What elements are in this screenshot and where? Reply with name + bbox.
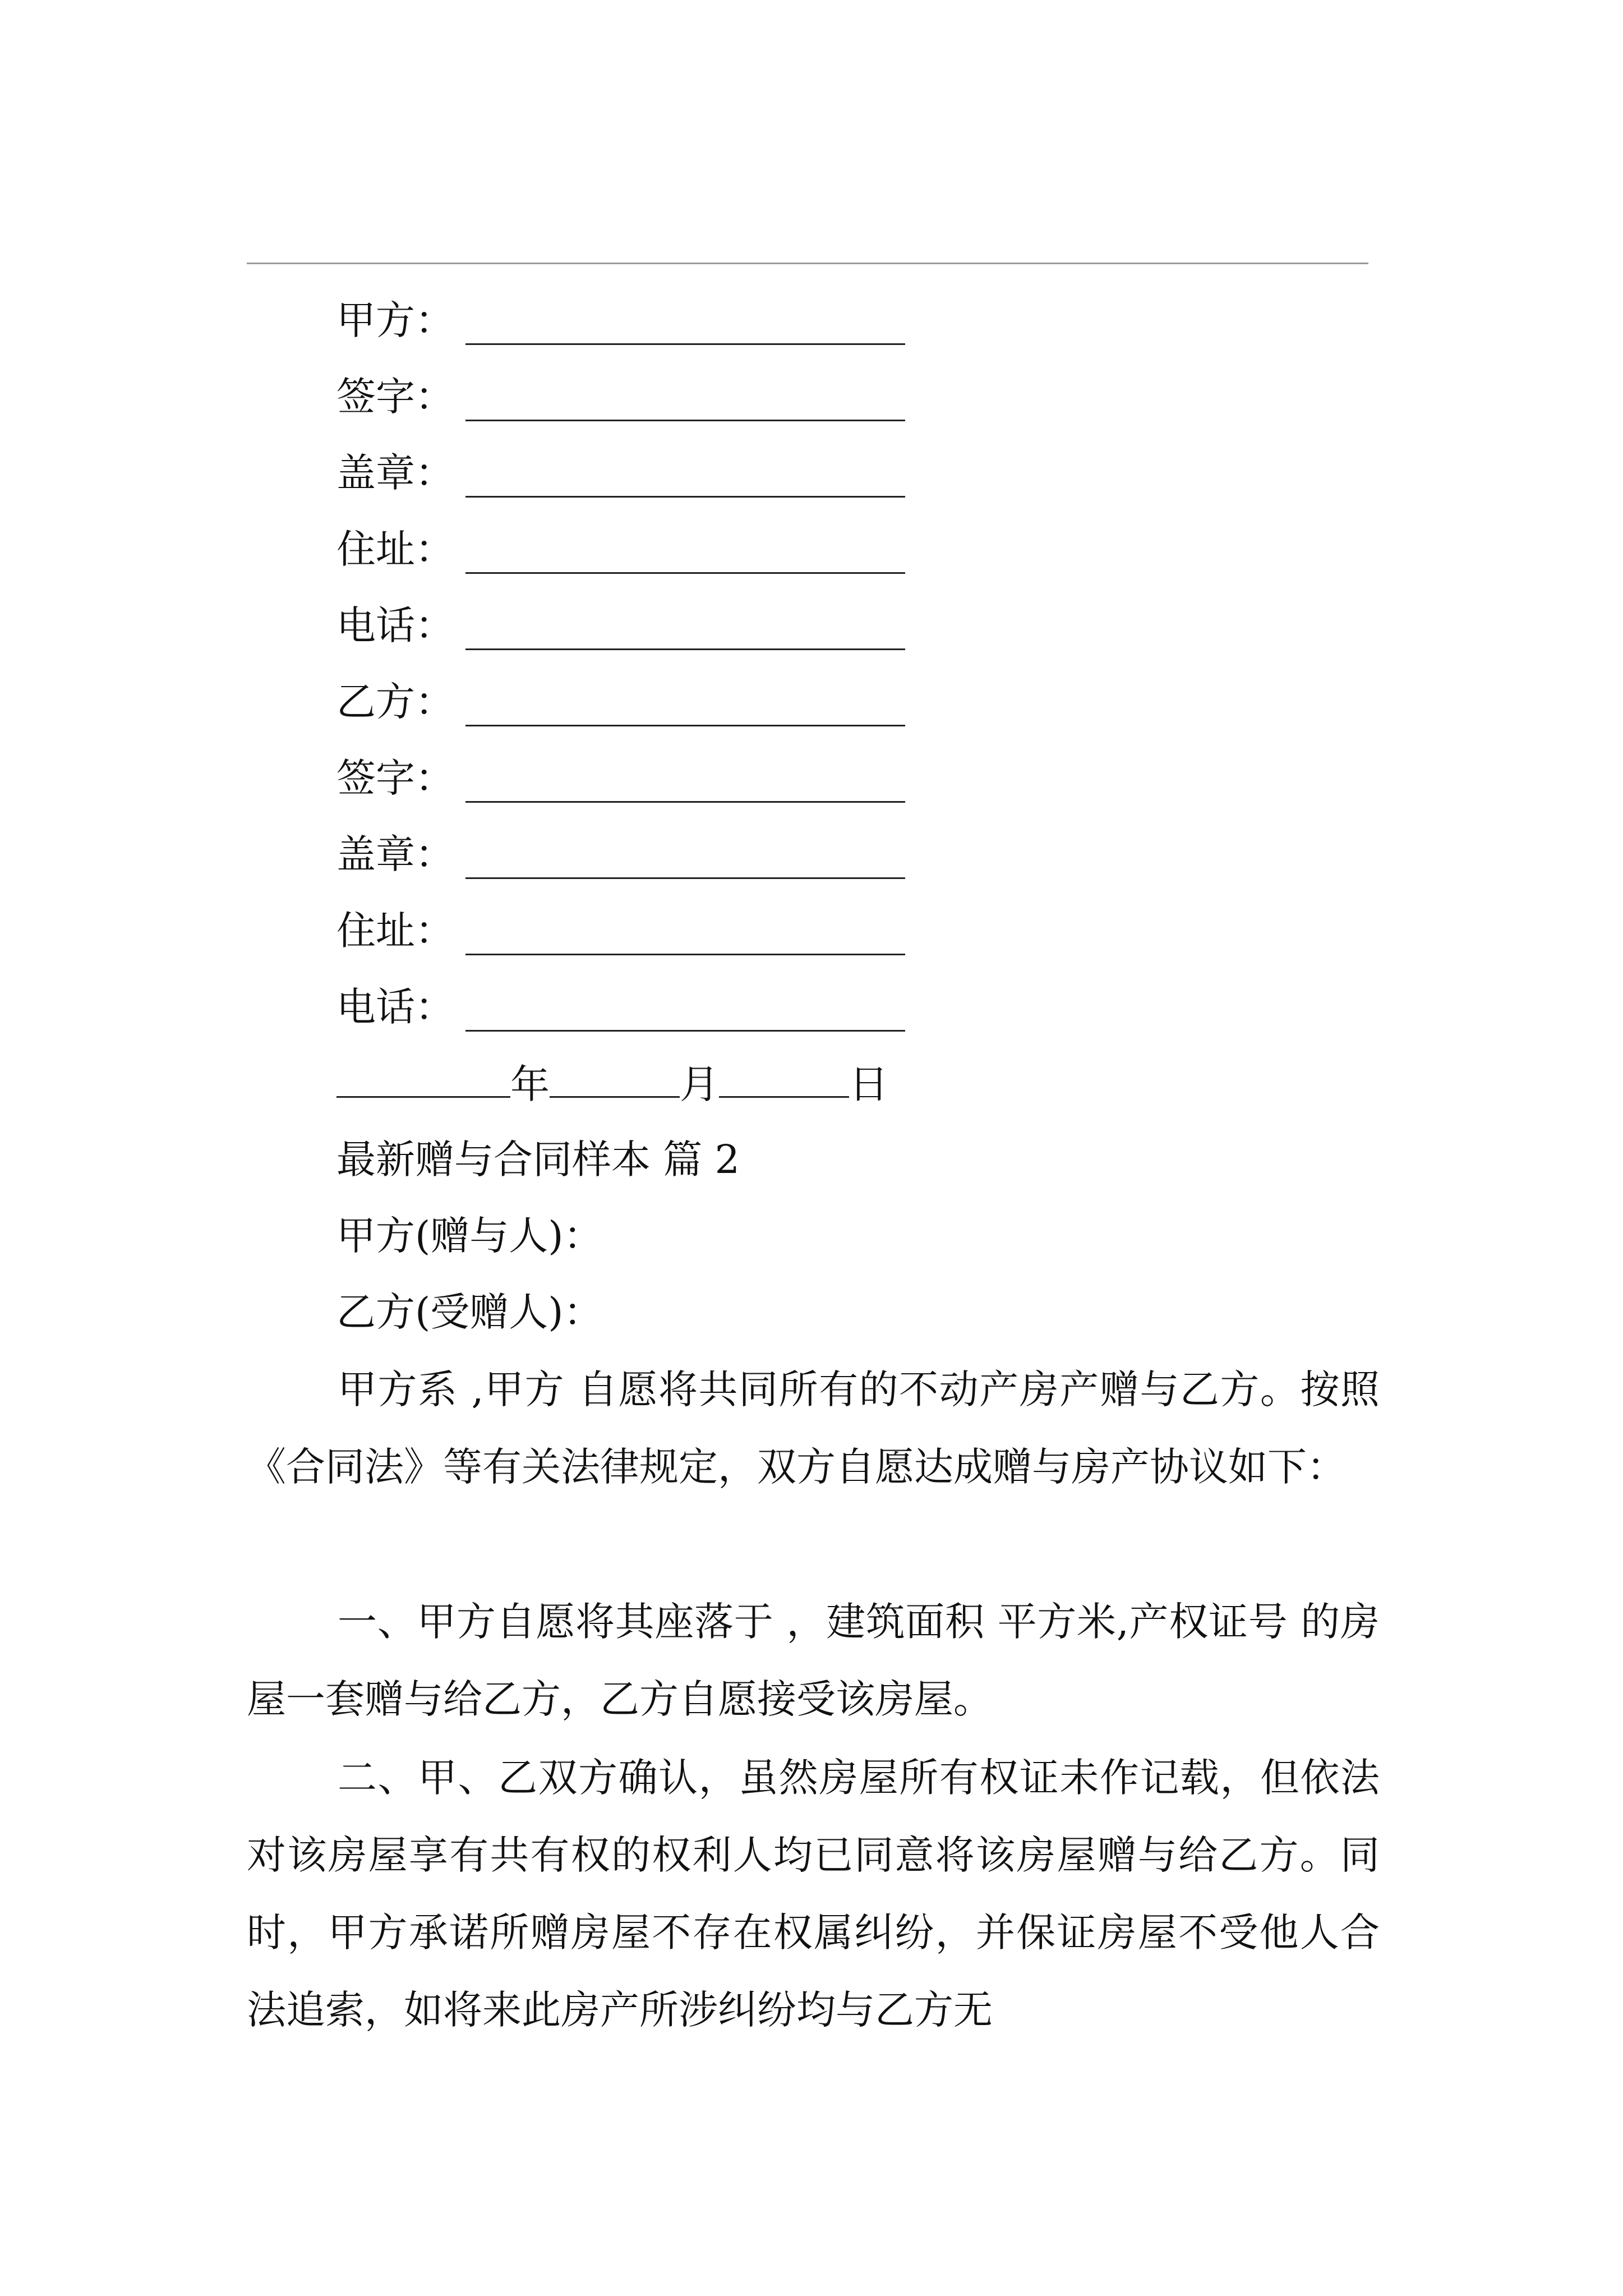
party-a-signature-label: 签字： bbox=[336, 374, 454, 420]
party-b-name-blank bbox=[465, 702, 905, 726]
year-label: 年 bbox=[510, 1061, 550, 1107]
party-a-address-label: 住址： bbox=[336, 526, 454, 572]
party-a-seal-row bbox=[336, 450, 454, 496]
party-b-name-row bbox=[336, 679, 454, 725]
donor-label: 甲方(赠与人)： bbox=[336, 1213, 603, 1259]
section-title: 最新赠与合同样本 篇 2 bbox=[336, 1137, 740, 1182]
donee-label: 乙方(受赠人)： bbox=[336, 1289, 603, 1335]
party-b-phone-blank bbox=[465, 1007, 905, 1032]
party-a-name-blank bbox=[465, 321, 905, 345]
party-b-address-row bbox=[336, 908, 454, 954]
party-a-address-row bbox=[336, 526, 454, 572]
month-blank bbox=[550, 1064, 680, 1098]
party-b-signature-blank bbox=[465, 779, 905, 803]
party-a-seal-label: 盖章： bbox=[336, 450, 454, 496]
party-b-signature-row bbox=[336, 755, 454, 801]
party-a-name-row bbox=[336, 297, 454, 343]
party-a-phone-blank bbox=[465, 626, 905, 650]
party-a-signature-blank bbox=[465, 397, 905, 421]
paragraph-intro: 甲方系 ,甲方 自愿将共同所有的不动产房产赠与乙方。按照《合同法》等有关法律规定，双方自愿达成赠与房产协议如下： bbox=[247, 1366, 1380, 1490]
party-a-name-label: 甲方： bbox=[336, 297, 454, 343]
party-b-signature-label: 签字： bbox=[336, 755, 454, 801]
month-label: 月 bbox=[680, 1061, 719, 1107]
day-label: 日 bbox=[849, 1061, 888, 1107]
party-a-seal-blank bbox=[465, 473, 905, 498]
party-b-name-label: 乙方： bbox=[336, 679, 454, 725]
party-b-seal-label: 盖章： bbox=[336, 831, 454, 877]
party-b-phone-label: 电话： bbox=[336, 984, 454, 1030]
party-a-address-blank bbox=[465, 550, 905, 574]
date-line bbox=[336, 1061, 888, 1107]
party-a-signature-row bbox=[336, 374, 454, 420]
day-blank bbox=[719, 1064, 849, 1098]
paragraph-clause-2: 二、甲、乙双方确认，虽然房屋所有权证未作记载，但依法对该房屋享有共有权的权利人均已同意将该房屋赠与给乙方。同时，甲方承诺所赠房屋不存在权属纠纷，并保证房屋不受他人合法追索，如将来此房产所涉纠纷均与乙方无 bbox=[247, 1755, 1380, 2033]
paragraph-clause-1: 一、甲方自愿将其座落于 ，建筑面积 平方米,产权证号 的房屋一套赠与给乙方，乙方自愿接受该房屋。 bbox=[247, 1599, 1380, 1722]
year-blank bbox=[336, 1064, 510, 1098]
party-b-address-label: 住址： bbox=[336, 908, 454, 954]
party-a-phone-row bbox=[336, 602, 454, 648]
party-b-seal-row bbox=[336, 831, 454, 877]
party-b-phone-row bbox=[336, 984, 454, 1030]
party-b-address-blank bbox=[465, 931, 905, 955]
party-a-phone-label: 电话： bbox=[336, 602, 454, 648]
header-rule bbox=[247, 263, 1368, 264]
party-b-seal-blank bbox=[465, 855, 905, 879]
